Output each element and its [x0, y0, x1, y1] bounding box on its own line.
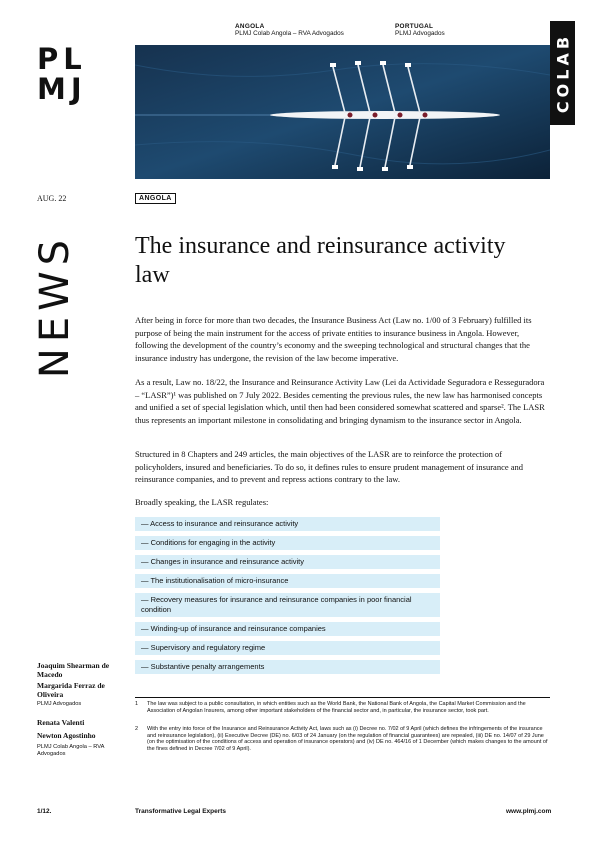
regulates-item: — Access to insurance and reinsurance activity — [135, 517, 440, 531]
footnote-number: 2 — [135, 726, 139, 732]
section-label — [31, 228, 79, 384]
regulates-item: — Substantive penalty arrangements — [135, 660, 440, 674]
publication-date: AUG. 22 — [37, 194, 67, 203]
regulates-item: — Supervisory and regulatory regime — [135, 641, 440, 655]
authors-block — [37, 661, 122, 758]
plmj-logo — [37, 44, 99, 104]
article-title: The insurance and reinsurance activity law — [135, 233, 506, 288]
footnote-divider — [135, 697, 550, 698]
footer-tagline: Transformative Legal Experts — [135, 808, 227, 815]
office-title: ANGOLA — [235, 23, 265, 30]
paragraph-1: After being in force for more than two decades, the Insurance Business Act (Law no. 1/00 of 3 February) fulfilled its purpose of being the main instrument for the access of private entities to insurance business in Angola. However, following the development of the country’s economy and the sweeping technological and structural changes that the insurance industry has undergone, the revision of the law become imperative. — [135, 315, 532, 363]
office-name: PLMJ Advogados — [395, 30, 445, 37]
footnote-number: 1 — [135, 701, 139, 707]
hero-image — [135, 45, 550, 179]
office-name: PLMJ Colab Angola – RVA Advogados — [235, 30, 344, 37]
regulates-item: — Winding-up of insurance and reinsurance companies — [135, 622, 440, 636]
footnote-2 — [135, 726, 550, 752]
logo-line-1: PL — [37, 42, 87, 76]
footnote-text: The law was subject to a public consultation, in which entities such as the World Bank, the National Bank of Angola, the Capital Market Commission and the Association of Angolan Insurers, among other important stakeholders of the financial sector and, in particular, the insurance sector, took part. — [147, 701, 526, 714]
author-group — [37, 718, 122, 758]
paragraph-2: As a result, Law no. 18/22, the Insurance and Reinsurance Activity Law (Lei da Actividade Seguradora e Resseguradora – “LASR”)¹ was published on 7 July 2022. Besides cementing the previous rules, the new law has harmonised concepts and unified a set of special legislation which, until then had been considered somewhat scattered and sparse². The LASR thus represents an important milestone in consolidating and bringing dynamism to the insurance sector in Angola. — [135, 377, 545, 425]
rowing-boat-illustration — [135, 45, 550, 179]
regulates-item: — Recovery measures for insurance and reinsurance companies in poor financial condition — [135, 593, 440, 617]
regulates-item: — Conditions for engaging in the activity — [135, 536, 440, 550]
footnote-1 — [135, 701, 550, 714]
regulates-item: — The institutionalisation of micro-insurance — [135, 574, 440, 588]
office-angola — [235, 23, 344, 37]
office-portugal — [395, 23, 445, 37]
author-name: Newton Agostinho — [37, 731, 96, 740]
author-name: Margarida Ferraz de Oliveira — [37, 681, 105, 699]
author-firm: PLMJ Advogados — [37, 701, 82, 707]
colab-tab — [550, 21, 575, 125]
author-firm: PLMJ Colab Angola – RVA Advogados — [37, 744, 105, 757]
author-group — [37, 661, 122, 708]
section-label-text: NEWS — [32, 233, 78, 379]
regulates-item: — Changes in insurance and reinsurance activity — [135, 555, 440, 569]
footnote-text: With the entry into force of the Insurance and Reinsurance Activity Act, laws such as (i) Decree no. 7/02 of 9 April (which defines the infringements of the insurance and reinsurance legislation), (ii) Executive Decree (DE) no. 6/03 of 24 January (on the regulation of financial guarantees) are repealed, (iii) DE no. 14/07 of 29 June (on the optimisation of the conditions of access and operation of insurance operators) and (iv) DE no. 464/16 of 1 December (which makes changes to the amount of the fines defined in Decree 7/02 of 9 April). — [147, 726, 548, 752]
country-tag: ANGOLA — [135, 193, 176, 204]
paragraph-4: Broadly speaking, the LASR regulates: — [135, 497, 269, 507]
colab-label: COLAB — [553, 32, 572, 114]
office-title: PORTUGAL — [395, 23, 434, 30]
logo-line-2: MJ — [37, 72, 87, 106]
paragraph-3: Structured in 8 Chapters and 249 articles, the main objectives of the LASR are to reinforce the protection of policyholders, insured and beneficiaries. To do so, it defines rules to ensure prudent management of insurance and reinsurance companies, and to prevent and repress actions contrary to the law. — [135, 449, 524, 484]
author-name: Renata Valenti — [37, 718, 85, 727]
author-name: Joaquim Shearman de Macedo — [37, 661, 110, 679]
page-number: 1/12. — [37, 808, 52, 815]
footer-website[interactable]: www.plmj.com — [506, 808, 552, 815]
